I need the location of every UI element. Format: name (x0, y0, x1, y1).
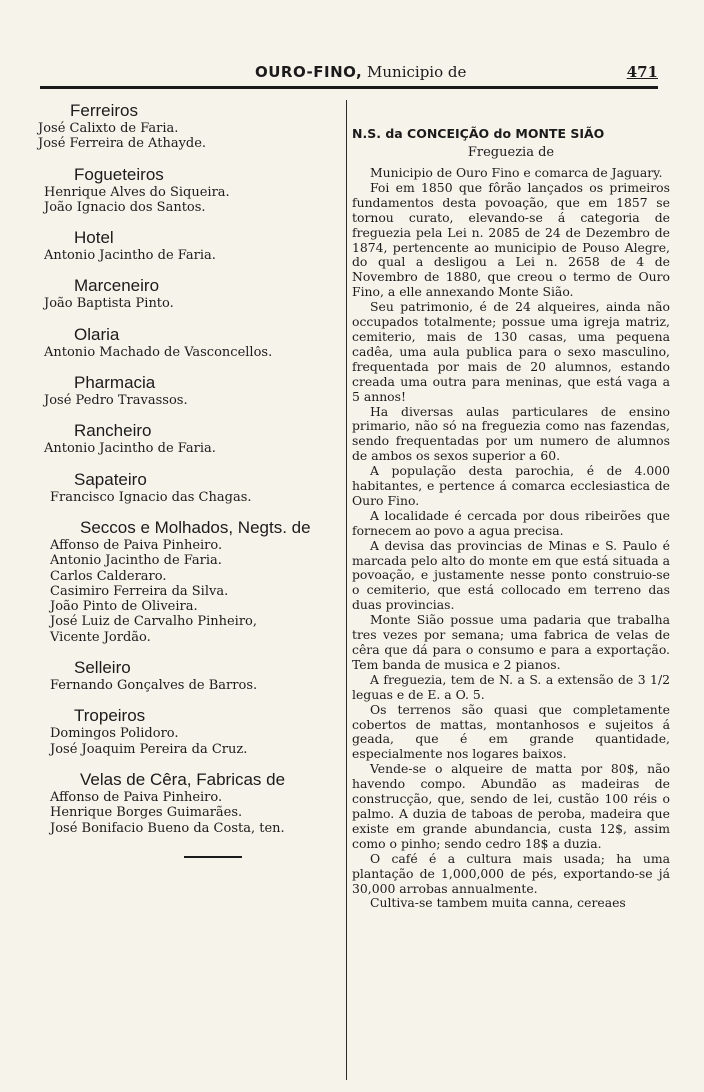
section-title: Selleiro (74, 658, 131, 678)
section-8 (38, 517, 338, 645)
section-2 (38, 227, 338, 263)
section-10 (38, 705, 338, 757)
right-column (352, 126, 670, 911)
section-entry: Henrique Alves do Siqueira. (44, 184, 230, 200)
section-1 (38, 164, 338, 216)
end-rule (184, 856, 242, 858)
paragraph: A devisa das provincias de Minas e S. Paulo é marcada pelo alto do monte em que está situada a povoação, e justamente nesse ponto construio-se o cemiterio, que está collocado em terreno das duas provincias. (352, 537, 670, 613)
section-entry: João Ignacio dos Santos. (44, 199, 206, 215)
paragraph: Municipio de Ouro Fino e comarca de Jaguary. (370, 165, 663, 180)
section-9 (38, 657, 338, 693)
parish-text (352, 166, 670, 911)
header-rule (40, 86, 658, 89)
section-title: Fogueteiros (74, 164, 164, 184)
header-place: OURO-FINO, (255, 63, 363, 81)
section-entry: José Ferreira de Athayde. (38, 136, 207, 152)
paragraph: Os terrenos são quasi que completamente cobertos de mattas, montanhosos e sujeitos á geada, que é em grande quantidade, especialmente nos logares baixos. (352, 701, 670, 762)
section-title: Marceneiro (74, 276, 160, 296)
section-0 (38, 100, 338, 152)
section-entry: José Pedro Travassos. (44, 393, 188, 409)
section-entry: João Pinto de Oliveira. (50, 599, 198, 615)
paragraph: Ha diversas aulas particulares de ensino primario, não só na freguezia como nas fazendas, sendo frequentadas por um numero de alumnos de ambos os sexos superior a 60. (352, 403, 670, 464)
section-entry: Antonio Jacintho de Faria. (50, 553, 222, 569)
section-title: Rancheiro (74, 421, 152, 441)
section-4 (38, 324, 338, 360)
section-entry: Affonso de Paiva Pinheiro. (50, 789, 223, 805)
section-entry: João Baptista Pinto. (44, 296, 174, 312)
section-entry: Fernando Gonçalves de Barros. (50, 678, 258, 694)
section-title: Seccos e Molhados, Negts. de (80, 517, 311, 537)
paragraph: Vende-se o alqueire de matta por 80$, não havendo compo. Abundão as madeiras de construcção, que, sendo de lei, custão 100 réis o palmo. A duzia de taboas de peroba, madeira que existe em grande abundancia, custa 12$, assim como o pinho; sendo cedro 18$ a duzia. (352, 761, 670, 851)
page-number: 471 (626, 63, 658, 81)
section-entry: José Joaquim Pereira da Cruz. (50, 741, 248, 757)
section-title: Sapateiro (74, 469, 147, 489)
paragraph: A freguezia, tem de N. a S. a extensão de 3 1/2 leguas e de E. a O. 5. (352, 671, 670, 702)
section-entry: Affonso de Paiva Pinheiro. (50, 537, 223, 553)
paragraph: O café é a cultura mais usada; ha uma plantação de 1,000,000 de pés, exportando-se já 30,000 arrobas annualmente. (352, 850, 670, 896)
section-title: Ferreiros (70, 101, 139, 120)
section-entry: Francisco Ignacio das Chagas. (50, 489, 252, 505)
column-divider (346, 100, 347, 1080)
paragraph: Cultiva-se tambem muita canna, cereaes (370, 895, 626, 911)
section-entry: Henrique Borges Guimarães. (50, 805, 243, 821)
paragraph: A localidade é cercada por dous ribeirões que fornecem ao povo a agua precisa. (352, 507, 670, 538)
header-subtitle: Municipio de (367, 63, 467, 81)
section-title: Velas de Cêra, Fabricas de (80, 769, 286, 789)
parish-heading: N.S. da CONCEIÇÃO do MONTE SIÃO (352, 126, 605, 141)
section-entry: Antonio Machado de Vasconcellos. (44, 344, 273, 360)
section-entry: José Luiz de Carvalho Pinheiro, (50, 614, 257, 630)
section-entry: Carlos Calderaro. (50, 568, 167, 584)
section-title: Tropeiros (74, 706, 146, 726)
paragraph: Foi em 1850 que fôrão lançados os primeiros fundamentos desta povoação, que em 1857 se tornou curato, elevando-se á categoria de freguezia pela Lei n. 2085 de 24 de Dezembro de 1874, pertencente ao municipio de Pouso Alegre, do qual a desligou a Lei n. 2658 de 4 de Novembro de 1880, que creou o termo de Ouro Fino, a elle annexando Monte Sião. (352, 179, 670, 300)
paragraph: A população desta parochia, é de 4.000 habitantes, e pertence á comarca ecclesiastica de Ouro Fino. (352, 463, 670, 508)
section-entry: Antonio Jacintho de Faria. (44, 441, 216, 457)
section-11 (38, 769, 338, 836)
section-5 (38, 372, 338, 408)
section-entry: José Calixto de Faria. (38, 121, 179, 136)
section-entry: Vicente Jordão. (50, 629, 151, 645)
parish-subheading: Freguezia de (467, 145, 555, 160)
section-title: Pharmacia (74, 373, 156, 393)
section-3 (38, 275, 338, 311)
section-title: Olaria (74, 324, 120, 344)
running-header (40, 60, 660, 84)
section-title: Hotel (74, 228, 114, 248)
paragraph: Monte Sião possue uma padaria que trabalha tres vezes por semana; uma fabrica de velas de cêra que dá para o consumo e para a exportação. Tem banda de musica e 2 pianos. (352, 612, 670, 672)
section-7 (38, 469, 338, 505)
section-entry: Casimiro Ferreira da Silva. (50, 583, 229, 599)
section-entry: Antonio Jacintho de Faria. (44, 248, 216, 264)
paragraph: Seu patrimonio, é de 24 alqueires, ainda não occupados totalmente; possue uma igreja matriz, cemiterio, mais de 130 casas, uma pequena cadêa, uma aula publica para o sexo masculino, frequentada por mais de 20 alumnos, estando creada uma outra para meninas, que está vaga a 5 annos! (352, 299, 670, 404)
section-entry: Domingos Polidoro. (50, 726, 179, 742)
left-column (38, 96, 338, 858)
section-6 (38, 420, 338, 456)
header-title (255, 60, 466, 84)
section-entry: José Bonifacio Bueno da Costa, ten. (50, 820, 285, 836)
